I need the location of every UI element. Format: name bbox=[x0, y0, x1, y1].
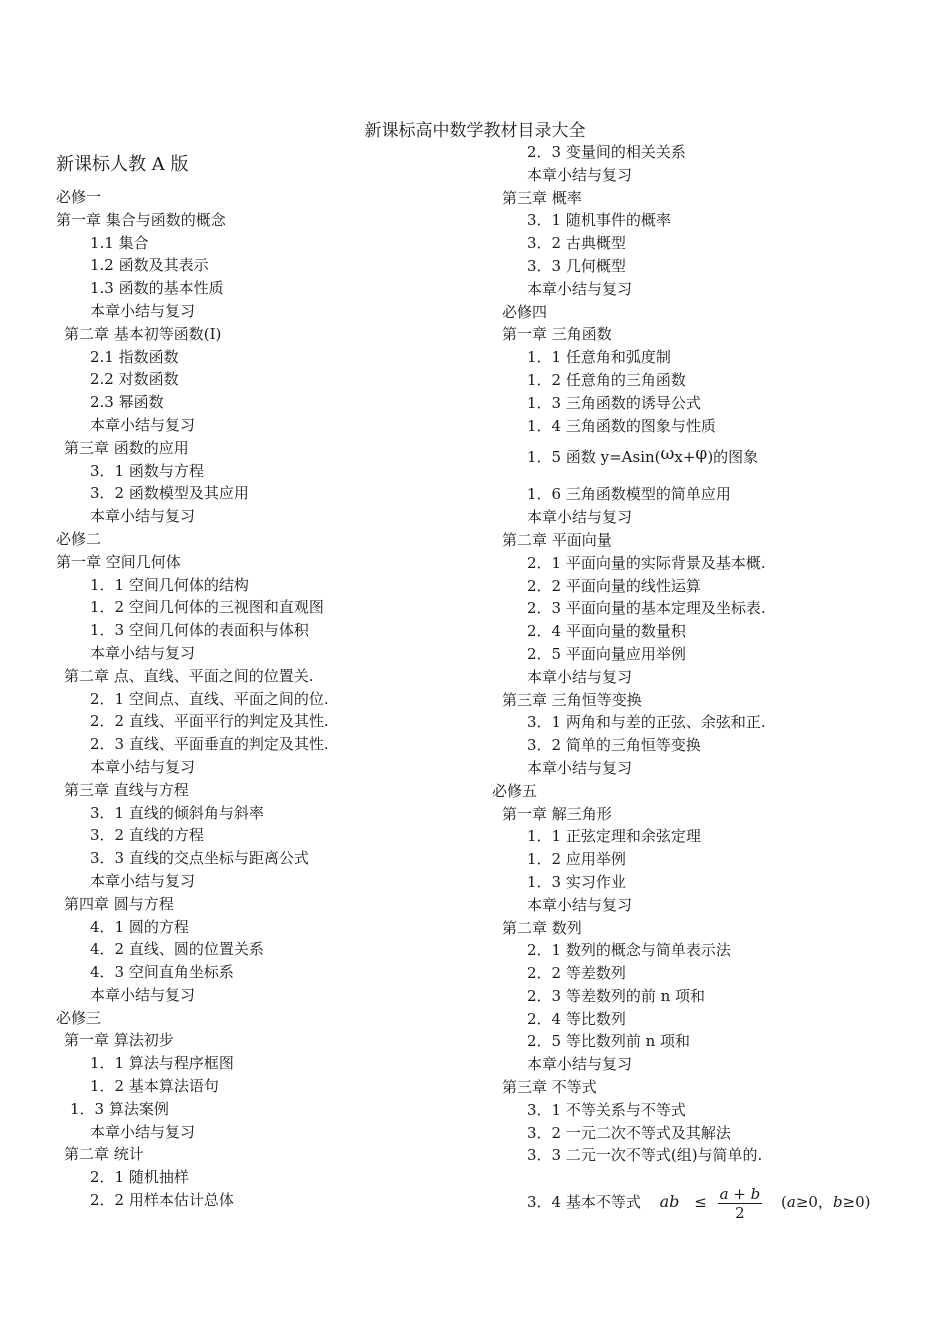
toc-item: 2．4 等比数列 bbox=[527, 1009, 626, 1028]
toc-item: 1．2 应用举例 bbox=[527, 850, 626, 869]
toc-item: 1.2 函数及其表示 bbox=[90, 256, 209, 275]
document-subtitle: 新课标人教 A 版 bbox=[56, 154, 189, 175]
toc-item: 3．2 函数模型及其应用 bbox=[90, 484, 249, 503]
toc-item: 1．1 空间几何体的结构 bbox=[90, 575, 249, 594]
toc-item: 第三章 函数的应用 bbox=[64, 438, 189, 457]
toc-item: 第三章 三角恒等变换 bbox=[502, 690, 642, 709]
toc-item: 3．1 直线的倾斜角与斜率 bbox=[90, 803, 264, 822]
toc-item: 第二章 点、直线、平面之间的位置关. bbox=[64, 666, 314, 685]
omega-symbol: ω bbox=[660, 444, 675, 465]
toc-item: 2．2 用样本估计总体 bbox=[90, 1191, 234, 1210]
toc-item: 第三章 直线与方程 bbox=[64, 780, 189, 799]
ineq-fraction bbox=[718, 1185, 763, 1222]
toc-item: 必修一 bbox=[56, 188, 102, 206]
toc-item: 2．2 等差数列 bbox=[527, 964, 626, 983]
toc-item: 1．1 正弦定理和余弦定理 bbox=[527, 827, 701, 846]
toc-item: 2．1 随机抽样 bbox=[90, 1168, 189, 1187]
toc-item: 本章小结与复习 bbox=[527, 508, 633, 527]
toc-item: 2．1 平面向量的实际背景及基本概. bbox=[527, 553, 766, 572]
toc-item: 本章小结与复习 bbox=[527, 1055, 633, 1074]
sin-prefix: 1．5 函数 y=Asin( bbox=[527, 448, 661, 467]
toc-item: 第二章 统计 bbox=[64, 1145, 144, 1164]
toc-item: 1．1 算法与程序框图 bbox=[90, 1054, 234, 1073]
toc-item: 2．3 平面向量的基本定理及坐标表. bbox=[527, 599, 766, 618]
ineq-denominator: 2 bbox=[735, 1203, 745, 1222]
toc-item: 本章小结与复习 bbox=[90, 985, 196, 1004]
toc-item: 本章小结与复习 bbox=[90, 301, 196, 320]
toc-item: 2．3 直线、平面垂直的判定及其性. bbox=[90, 735, 329, 754]
toc-item: 本章小结与复习 bbox=[90, 1122, 196, 1141]
toc-item: 本章小结与复习 bbox=[527, 165, 633, 184]
toc-item-basic-inequality bbox=[502, 1173, 922, 1231]
toc-item: 4．1 圆的方程 bbox=[90, 917, 189, 936]
toc-item: 3．3 二元一次不等式(组)与简单的. bbox=[527, 1146, 763, 1165]
toc-item: 第三章 概率 bbox=[502, 188, 582, 207]
toc-item: 3．3 直线的交点坐标与距离公式 bbox=[90, 849, 309, 868]
toc-item: 第四章 圆与方程 bbox=[64, 894, 174, 913]
toc-item: 1．2 基本算法语句 bbox=[90, 1077, 219, 1096]
toc-item: 1．3 空间几何体的表面积与体积 bbox=[90, 621, 309, 640]
phi-symbol: φ bbox=[695, 444, 708, 465]
ineq-prefix: 3．4 基本不等式 bbox=[527, 1193, 641, 1212]
toc-item: 本章小结与复习 bbox=[90, 757, 196, 776]
ineq-ab: ab bbox=[659, 1192, 680, 1212]
toc-item: 2．1 数列的概念与简单表示法 bbox=[527, 941, 731, 960]
toc-item: 本章小结与复习 bbox=[90, 871, 196, 890]
toc-item: 必修二 bbox=[56, 529, 102, 548]
toc-item: 1．2 任意角的三角函数 bbox=[527, 370, 686, 389]
toc-item: 第三章 不等式 bbox=[502, 1078, 597, 1097]
ineq-ge1: ≥0， bbox=[795, 1193, 833, 1212]
toc-item: 3．2 古典概型 bbox=[527, 234, 626, 253]
toc-item: 本章小结与复习 bbox=[527, 279, 633, 298]
toc-item: 必修五 bbox=[492, 781, 538, 800]
toc-item: 本章小结与复习 bbox=[90, 507, 196, 526]
toc-item: 2．1 空间点、直线、平面之间的位. bbox=[90, 689, 329, 708]
toc-item: 本章小结与复习 bbox=[527, 895, 633, 914]
toc-item: 第一章 集合与函数的概念 bbox=[56, 210, 226, 229]
toc-item: 4．2 直线、圆的位置关系 bbox=[90, 940, 264, 959]
toc-item: 1.1 集合 bbox=[90, 233, 149, 252]
toc-item: 3．1 不等关系与不等式 bbox=[527, 1100, 686, 1119]
toc-item: 1.3 函数的基本性质 bbox=[90, 279, 224, 298]
toc-item: 2．2 直线、平面平行的判定及其性. bbox=[90, 712, 329, 731]
toc-item: 第一章 解三角形 bbox=[502, 804, 612, 823]
ineq-open-paren: ( bbox=[781, 1193, 787, 1212]
toc-item: 2.1 指数函数 bbox=[90, 347, 179, 366]
toc-item: 3．2 直线的方程 bbox=[90, 826, 204, 845]
toc-item: 1．3 实习作业 bbox=[527, 872, 626, 891]
sin-suffix: )的图象 bbox=[707, 448, 759, 467]
toc-item: 3．1 两角和与差的正弦、余弦和正. bbox=[527, 713, 766, 732]
toc-item: 4．3 空间直角坐标系 bbox=[90, 963, 234, 982]
toc-item: 3．1 随机事件的概率 bbox=[527, 211, 671, 230]
toc-item: 第一章 空间几何体 bbox=[56, 552, 181, 571]
toc-item: 必修四 bbox=[502, 302, 548, 321]
toc-item: 本章小结与复习 bbox=[90, 415, 196, 434]
toc-item: 3．2 简单的三角恒等变换 bbox=[527, 736, 701, 755]
toc-item: 2．2 平面向量的线性运算 bbox=[527, 576, 701, 595]
toc-left-column bbox=[56, 186, 476, 1212]
toc-item: 2.2 对数函数 bbox=[90, 370, 179, 389]
sin-middle: x+ bbox=[674, 448, 696, 467]
toc-item: 2．5 平面向量应用举例 bbox=[527, 644, 686, 663]
toc-item: 第二章 数列 bbox=[502, 918, 582, 937]
toc-item: 1．3 算法案例 bbox=[70, 1099, 169, 1118]
toc-item: 本章小结与复习 bbox=[90, 643, 196, 662]
document-title: 新课标高中数学教材目录大全 bbox=[364, 121, 586, 141]
toc-item: 第二章 基本初等函数(I) bbox=[64, 324, 222, 343]
toc-item: 本章小结与复习 bbox=[527, 667, 633, 686]
toc-right-column bbox=[492, 141, 922, 1231]
toc-item: 2．3 等差数列的前 n 项和 bbox=[527, 986, 706, 1005]
ineq-le: ≤ bbox=[694, 1193, 707, 1212]
toc-item: 3．2 一元二次不等式及其解法 bbox=[527, 1123, 731, 1142]
ineq-numerator: a + b bbox=[719, 1184, 761, 1203]
toc-item: 本章小结与复习 bbox=[527, 758, 633, 777]
toc-item: 3．1 函数与方程 bbox=[90, 461, 204, 480]
ineq-b: b bbox=[832, 1193, 843, 1212]
toc-item: 1．3 三角函数的诱导公式 bbox=[527, 393, 701, 412]
toc-item: 1．6 三角函数模型的简单应用 bbox=[527, 485, 731, 504]
toc-item-sin-graph bbox=[502, 437, 922, 483]
toc-item: 1．4 三角函数的图象与性质 bbox=[527, 416, 716, 435]
toc-item: 2．4 平面向量的数量积 bbox=[527, 622, 686, 641]
toc-item: 2．3 变量间的相关关系 bbox=[527, 143, 686, 161]
toc-item: 3．3 几何概型 bbox=[527, 256, 626, 275]
toc-item: 第二章 平面向量 bbox=[502, 530, 612, 549]
ineq-a: a bbox=[786, 1193, 796, 1212]
toc-item: 1．2 空间几何体的三视图和直观图 bbox=[90, 598, 324, 617]
ineq-ge2: ≥0) bbox=[842, 1193, 871, 1212]
toc-item: 1．1 任意角和弧度制 bbox=[527, 348, 671, 367]
toc-item: 第一章 三角函数 bbox=[502, 325, 612, 344]
toc-item: 2.3 幂函数 bbox=[90, 393, 164, 412]
toc-item: 必修三 bbox=[56, 1008, 102, 1027]
toc-item: 第一章 算法初步 bbox=[64, 1031, 174, 1050]
toc-item: 2．5 等比数列前 n 项和 bbox=[527, 1032, 691, 1051]
